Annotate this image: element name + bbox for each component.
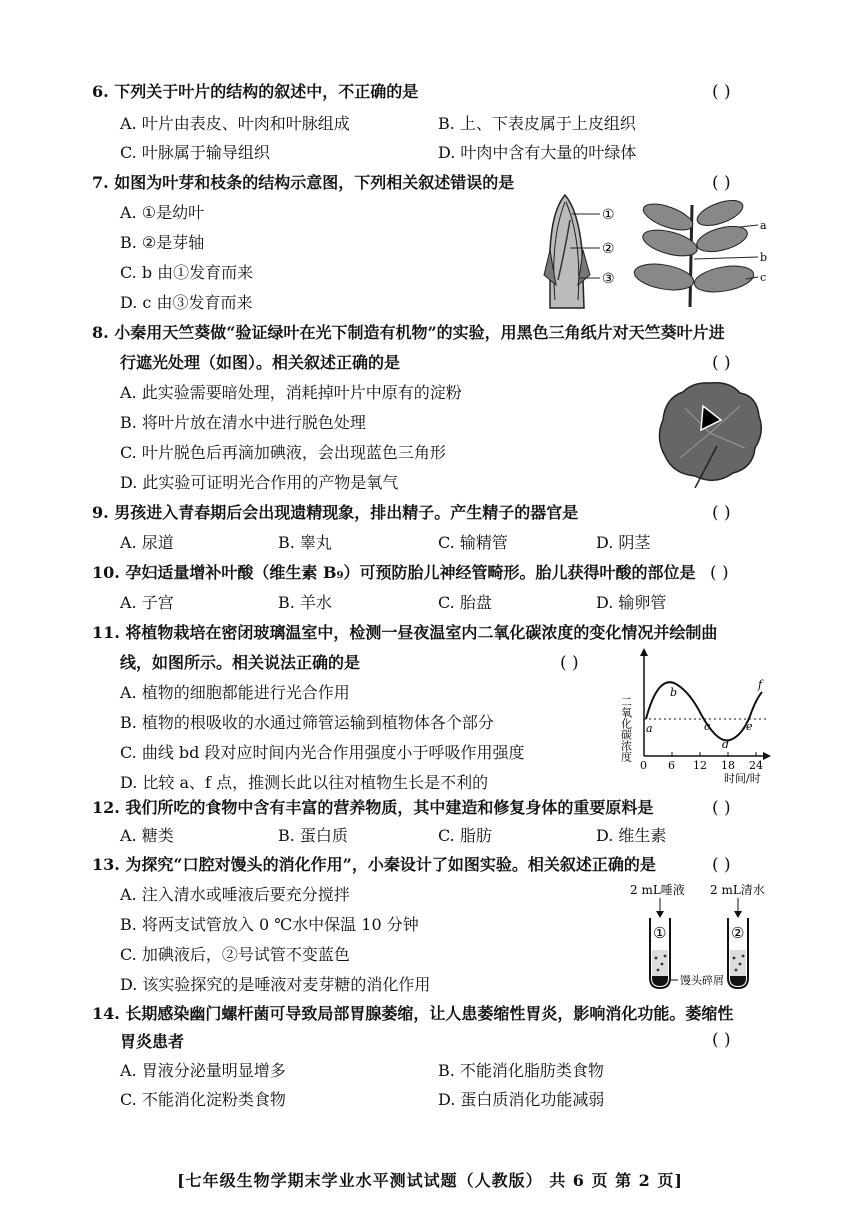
graph-point-c: c: [704, 720, 711, 733]
q12-option-b[interactable]: B. 蛋白质: [278, 826, 348, 845]
q11-stem-line1: 11. 将植物栽培在密闭玻璃温室中，检测一昼夜温室内二氧化碳浓度的变化情况并绘制曲: [92, 623, 718, 642]
bud-label-2: ②: [602, 241, 615, 257]
q11-option-b[interactable]: B. 植物的根吸收的水通过筛管运输到植物体各个部分: [120, 713, 494, 732]
q11-stem-line2: 线，如图所示。相关说法正确的是: [120, 653, 361, 672]
q7-option-b[interactable]: B. ②是芽轴: [120, 233, 205, 252]
q8-option-d[interactable]: D. 此实验可证明光合作用的产物是氧气: [120, 473, 399, 492]
graph-tick-0: 0: [640, 759, 647, 772]
q14-stem-line2: 胃炎患者: [120, 1032, 185, 1051]
q9-option-d[interactable]: D. 阴茎: [596, 533, 651, 552]
q10-stem: 10. 孕妇适量增补叶酸（维生素 B₉）可预防胎儿神经管畸形。胎儿获得叶酸的部位是: [92, 563, 696, 582]
q14-option-a[interactable]: A. 胃液分泌量明显增多: [120, 1061, 286, 1080]
branch-label-c: c: [760, 271, 767, 284]
q12-option-d[interactable]: D. 维生素: [596, 826, 667, 845]
branch-figure: [630, 195, 770, 310]
graph-point-b: b: [670, 686, 678, 699]
graph-point-f: f: [758, 678, 763, 691]
q10-option-a[interactable]: A. 子宫: [120, 593, 174, 612]
graph-point-a: a: [646, 722, 653, 735]
q13-option-a[interactable]: A. 注入清水或唾液后要充分搅拌: [120, 885, 350, 904]
graph-tick-12: 12: [693, 759, 707, 772]
q13-option-d[interactable]: D. 该实验探究的是唾液对麦芽糖的消化作用: [120, 975, 431, 994]
leaf-bud-figure: [520, 190, 630, 315]
q8-option-c[interactable]: C. 叶片脱色后再滴加碘液，会出现蓝色三角形: [120, 443, 446, 462]
q13-answer-paren[interactable]: ( ): [712, 855, 731, 875]
q11-option-d[interactable]: D. 比较 a、f 点，推测长此以往对植物生长是不利的: [120, 773, 489, 792]
q7-stem: 7. 如图为叶芽和枝条的结构示意图，下列相关叙述错误的是: [92, 173, 515, 192]
test-tube-figure: [620, 880, 770, 995]
q6-option-d[interactable]: D. 叶肉中含有大量的叶绿体: [438, 143, 637, 162]
bud-label-1: ①: [602, 207, 615, 223]
q6-option-b[interactable]: B. 上、下表皮属于上皮组织: [438, 114, 636, 133]
q10-answer-paren[interactable]: ( ): [710, 563, 729, 583]
q13-option-c[interactable]: C. 加碘液后，②号试管不变蓝色: [120, 945, 350, 964]
q10-option-b[interactable]: B. 羊水: [278, 593, 332, 612]
q12-option-a[interactable]: A. 糖类: [120, 826, 174, 845]
tube1-label: 2 mL唾液: [630, 883, 685, 897]
q9-option-b[interactable]: B. 睾丸: [278, 533, 332, 552]
q11-option-c[interactable]: C. 曲线 bd 段对应时间内光合作用强度小于呼吸作用强度: [120, 743, 525, 762]
graph-tick-6: 6: [668, 759, 675, 772]
q12-option-c[interactable]: C. 脂肪: [438, 826, 492, 845]
bud-label-3: ③: [602, 271, 615, 287]
q14-option-c[interactable]: C. 不能消化淀粉类食物: [120, 1090, 286, 1109]
q7-answer-paren[interactable]: ( ): [712, 173, 731, 193]
graph-point-d: d: [722, 738, 730, 751]
bread-label: 馒头碎屑: [680, 974, 724, 987]
q14-answer-paren[interactable]: ( ): [712, 1030, 731, 1050]
tube2-label: 2 mL清水: [710, 883, 765, 897]
q12-stem: 12. 我们所吃的食物中含有丰富的营养物质，其中建造和修复身体的重要原料是: [92, 798, 654, 817]
page-footer: [七年级生物学期末学业水平测试试题（人教版） 共 6 页 第 2 页]: [177, 1171, 683, 1190]
q9-answer-paren[interactable]: ( ): [712, 503, 731, 523]
q13-option-b[interactable]: B. 将两支试管放入 0 ℃水中保温 10 分钟: [120, 915, 419, 934]
q9-option-a[interactable]: A. 尿道: [120, 533, 174, 552]
q7-option-a[interactable]: A. ①是幼叶: [120, 203, 205, 222]
q8-stem-line1: 8. 小秦用天竺葵做“验证绿叶在光下制造有机物”的实验，用黑色三角纸片对天竺葵叶片进: [92, 323, 725, 342]
q11-option-a[interactable]: A. 植物的细胞都能进行光合作用: [120, 683, 350, 702]
graph-tick-18: 18: [721, 759, 735, 772]
geranium-leaf-figure: [655, 378, 765, 488]
q10-option-c[interactable]: C. 胎盘: [438, 593, 492, 612]
q8-stem-line2: 行遮光处理（如图）。相关叙述正确的是: [120, 353, 401, 372]
q9-option-c[interactable]: C. 输精管: [438, 533, 508, 552]
co2-concentration-graph: [618, 644, 773, 784]
q14-option-d[interactable]: D. 蛋白质消化功能减弱: [438, 1090, 605, 1109]
graph-y-label: 二氧化碳浓度: [619, 696, 633, 762]
q14-option-b[interactable]: B. 不能消化脂肪类食物: [438, 1061, 604, 1080]
q14-stem-line1: 14. 长期感染幽门螺杆菌可导致局部胃腺萎缩，让人患萎缩性胃炎，影响消化功能。萎缩性: [92, 1004, 734, 1023]
q7-option-c[interactable]: C. b 由①发育而来: [120, 263, 254, 282]
q6-stem: 6. 下列关于叶片的结构的叙述中，不正确的是: [92, 82, 419, 101]
q6-answer-paren[interactable]: ( ): [712, 82, 731, 102]
q11-answer-paren[interactable]: ( ): [560, 653, 579, 673]
q9-stem: 9. 男孩进入青春期后会出现遗精现象，排出精子。产生精子的器官是: [92, 503, 579, 522]
q8-option-b[interactable]: B. 将叶片放在清水中进行脱色处理: [120, 413, 366, 432]
branch-label-b: b: [760, 251, 768, 264]
q7-option-d[interactable]: D. c 由③发育而来: [120, 293, 253, 312]
q8-option-a[interactable]: A. 此实验需要暗处理，消耗掉叶片中原有的淀粉: [120, 383, 462, 402]
q12-answer-paren[interactable]: ( ): [712, 798, 731, 818]
q13-stem: 13. 为探究“口腔对馒头的消化作用”，小秦设计了如图实验。相关叙述正确的是: [92, 855, 656, 874]
graph-tick-24: 24: [749, 759, 763, 772]
q8-answer-paren[interactable]: ( ): [712, 353, 731, 373]
tube2-number: ②: [731, 924, 745, 942]
branch-label-a: a: [760, 219, 767, 232]
q6-option-a[interactable]: A. 叶片由表皮、叶肉和叶脉组成: [120, 114, 350, 133]
q10-option-d[interactable]: D. 输卵管: [596, 593, 667, 612]
q6-option-c[interactable]: C. 叶脉属于输导组织: [120, 143, 270, 162]
tube1-number: ①: [653, 924, 667, 942]
graph-point-e: e: [746, 720, 753, 733]
graph-x-label: 时间/时: [724, 772, 761, 784]
